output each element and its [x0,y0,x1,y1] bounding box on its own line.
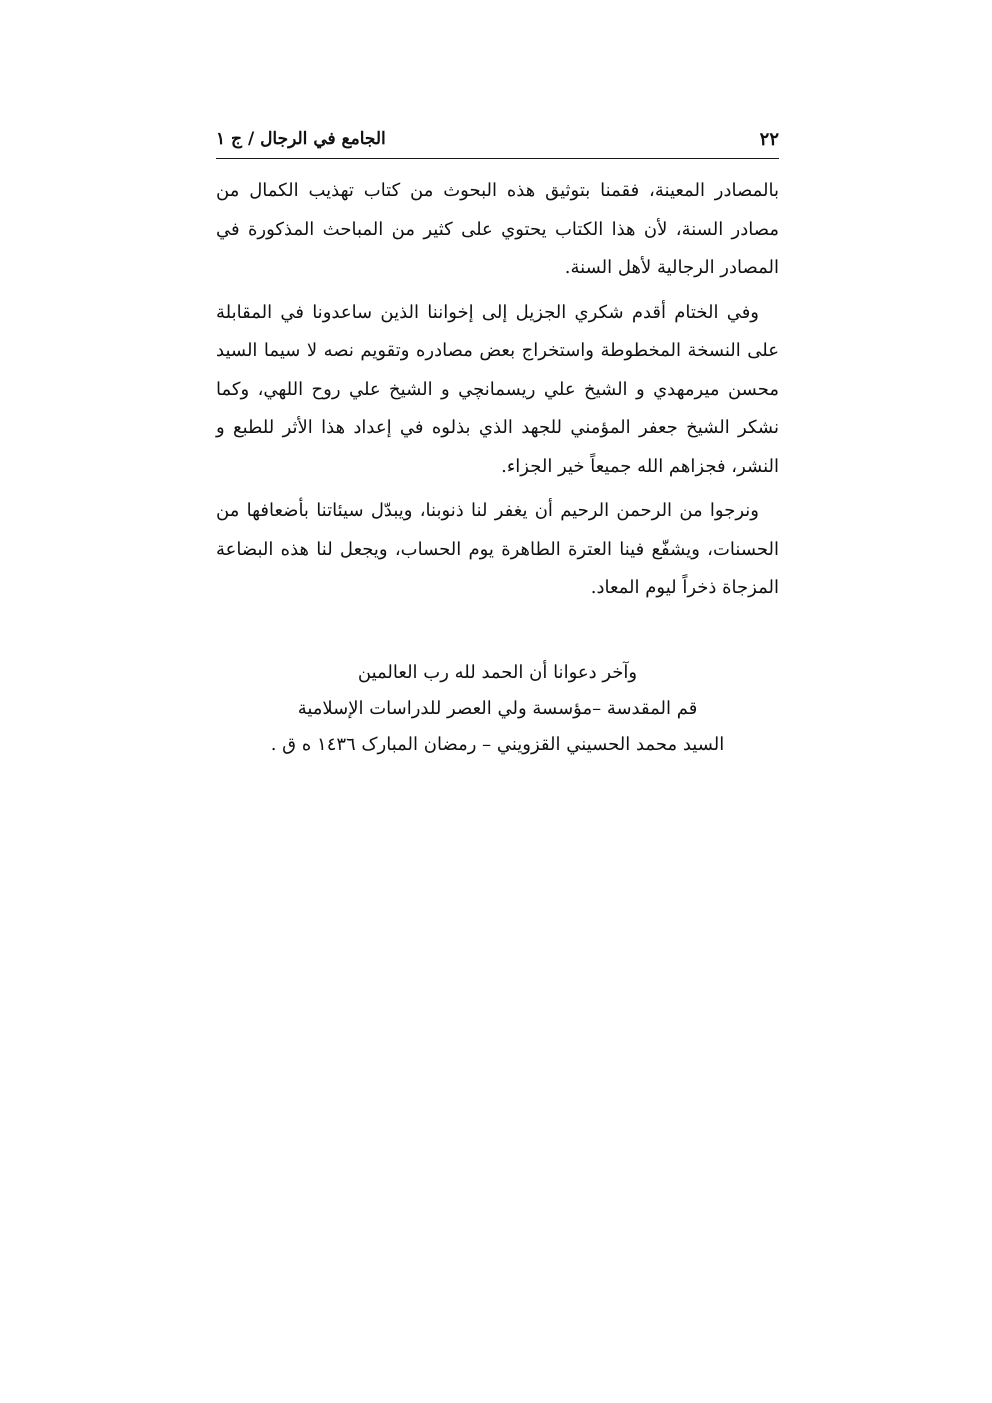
paragraph-prayer: ونرجوا من الرحمن الرحيم أن يغفر لنا ذنوبنا، ويبدّل سيئاتنا بأضعافها من الحسنات، ويشفّع فينا العترة الطاهرة يوم الحساب، ويجعل لنا هذه البضاعة المزجاة ذخراً ليوم المعاد. [216,500,779,598]
running-header [216,124,779,159]
closing-line-author-date: السيد محمد الحسيني القزويني – رمضان المبارک ١٤٣٦ ه ق . [270,734,725,755]
page-number: ٢٢ [759,128,779,150]
paragraph-acknowledgements: وفي الختام أقدم شكري الجزيل إلى إخواننا الذين ساعدونا في المقابلة على النسخة المخطوطة واستخراج بعض مصادره وتقويم نصه لا سيما السيد محسن ميرمهدي و الشيخ علي ريسمانچي و الشيخ علي روح اللهي، وكما نشكر الشيخ جعفر المؤمني للجهد الذي بذلوه في إعداد هذا الأثر للطبع و النشر، فجزاهم الله جميعاً خير الجزاء. [216,301,779,477]
body-text [216,172,779,614]
paragraph-sources: بالمصادر المعينة، فقمنا بتوثيق هذه البحوث من كتاب تهذيب الكمال من مصادر السنة، لأن هذا الكتاب يحتوي على كثير من المباحث المذكورة في المصادر الرجالية لأهل السنة. [216,180,779,278]
closing-line-praise: وآخر دعوانا أن الحمد لله رب العالمين [357,662,638,683]
book-title: الجامع في الرجال / ج ١ [216,129,386,149]
closing-line-institution: قم المقدسة –مؤسسة ولي العصر للدراسات الإسلامية [297,698,698,719]
closing-signature [216,655,779,763]
